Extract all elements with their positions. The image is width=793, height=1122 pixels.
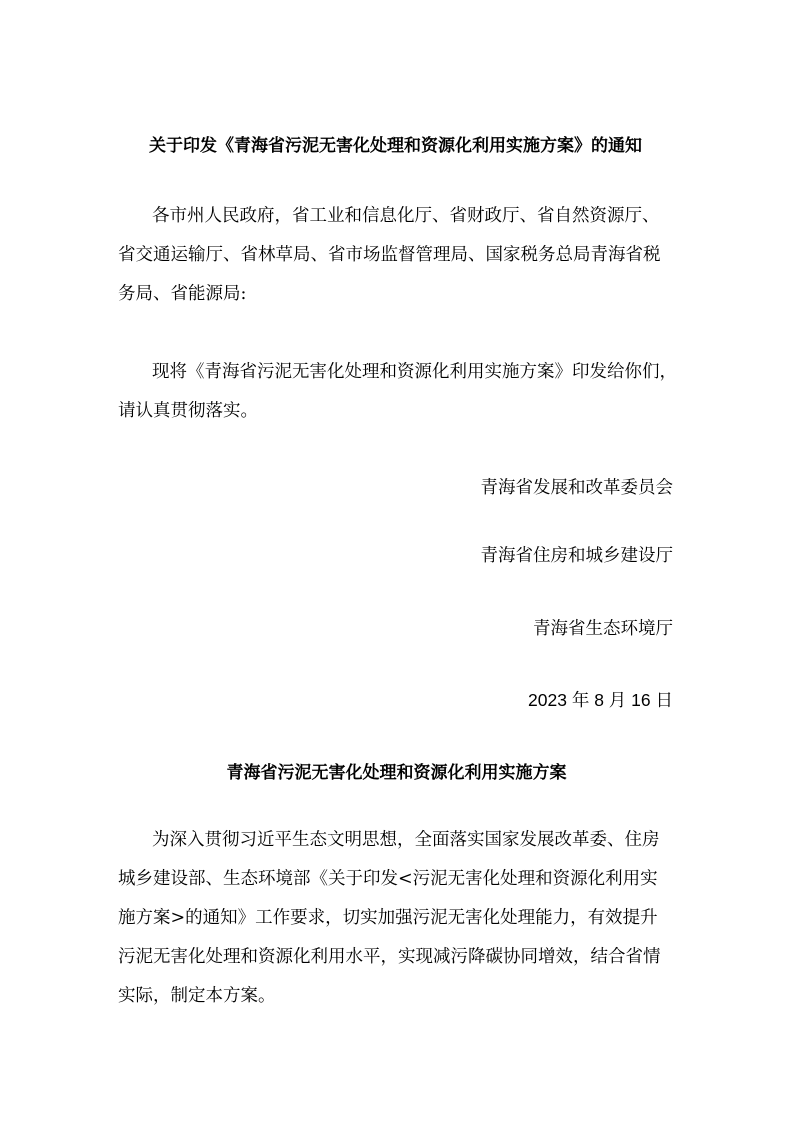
addressee-line: 省交通运输厅、省林草局、省市场监督管理局、国家税务总局青海省税 (118, 245, 661, 265)
signatory-housing-construction-department: 青海省住房和城乡建设厅 (480, 546, 673, 566)
notice-body (118, 353, 677, 431)
body-line: 现将《青海省污泥无害化处理和资源化利用实施方案》印发给你们， (152, 362, 677, 382)
intro-line: 为深入贯彻习近平生态文明思想，全面落实国家发展改革委、住房 (152, 830, 660, 850)
signatory-development-reform-commission: 青海省发展和改革委员会 (480, 478, 673, 498)
plan-intro (118, 821, 674, 1016)
addressee-line: 务局、省能源局: (118, 284, 247, 304)
intro-line: 实际，制定本方案。 (118, 986, 276, 1006)
intro-line: 城乡建设部、生态环境部《关于印发<污泥无害化处理和资源化利用实 (118, 869, 658, 889)
notice-title: 关于印发《青海省污泥无害化处理和资源化利用实施方案》的通知 (149, 136, 642, 156)
body-line: 请认真贯彻落实。 (118, 401, 258, 421)
addressee-line: 各市州人民政府，省工业和信息化厅、省财政厅、省自然资源厅、 (152, 206, 660, 226)
plan-title: 青海省污泥无害化处理和资源化利用实施方案 (226, 763, 567, 783)
intro-line: 污泥无害化处理和资源化利用水平，实现减污降碳协同增效，结合省情 (118, 947, 661, 967)
notice-addressee (118, 197, 674, 314)
notice-date: 2023 年 8 月 16 日 (528, 690, 673, 710)
intro-line: 施方案>的通知》工作要求，切实加强污泥无害化处理能力，有效提升 (118, 908, 658, 928)
signatory-ecology-environment-department: 青海省生态环境厅 (533, 619, 673, 639)
